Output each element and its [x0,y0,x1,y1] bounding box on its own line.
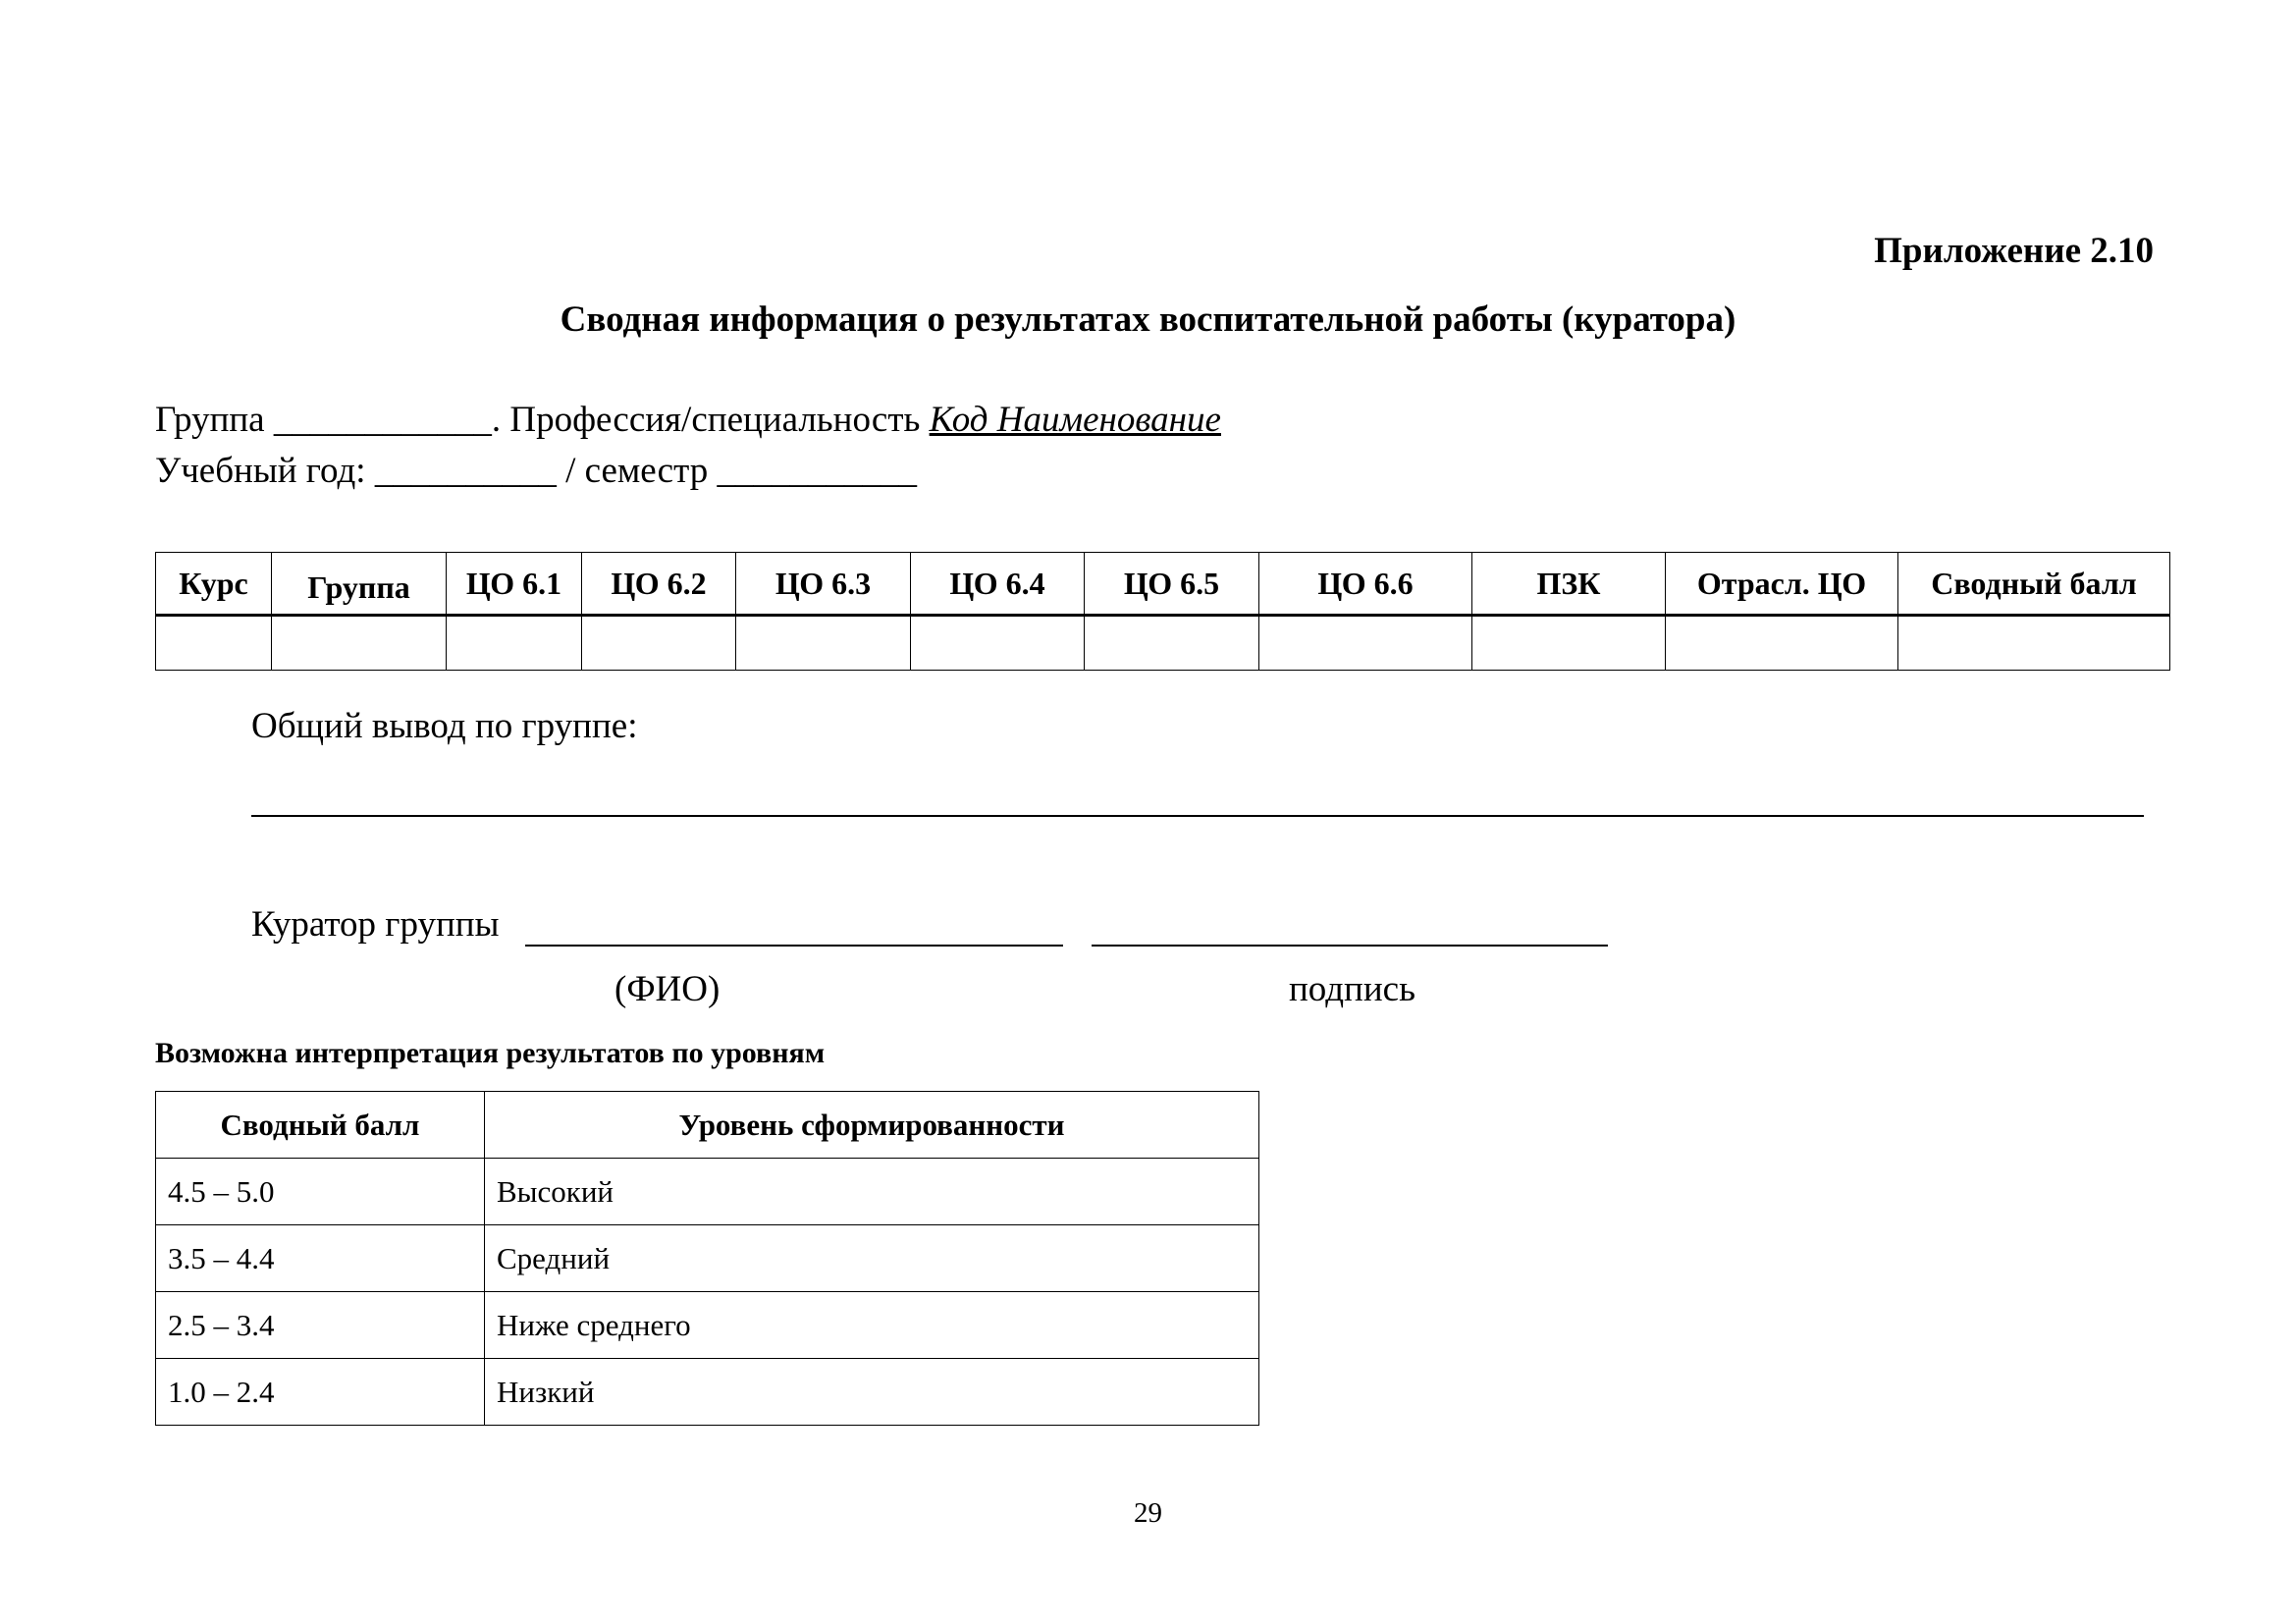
table-row [156,1292,1259,1359]
score-range: 4.5 – 5.0 [156,1159,485,1225]
level-value: Средний [485,1225,1259,1292]
level-value: Высокий [485,1159,1259,1225]
document-title: Сводная информация о результатах воспитательной работы (куратора) [560,299,1736,340]
column-header-total-score: Сводный балл [1898,553,2170,616]
curator-label: Куратор группы [251,904,500,945]
table-row [156,1225,1259,1292]
profession-value: Код Наименование [929,400,1221,440]
column-header-group: Группа [272,553,447,616]
year-blank[interactable]: __________ [374,451,557,491]
column-header-co-6-2: ЦО 6.2 [582,553,736,616]
table-row [156,1159,1259,1225]
interpretation-header-row [156,1092,1259,1159]
curator-signature-blank-line[interactable] [1092,945,1608,947]
semester-blank[interactable]: ___________ [717,451,917,491]
column-header-co-6-3: ЦО 6.3 [736,553,911,616]
column-header-co-6-5: ЦО 6.5 [1085,553,1259,616]
level-value: Низкий [485,1359,1259,1426]
curator-fio-blank-line[interactable] [525,945,1063,947]
interpretation-heading: Возможна интерпретация результатов по уровням [155,1037,826,1069]
cell-co-6-1[interactable] [447,616,582,671]
cell-co-6-5[interactable] [1085,616,1259,671]
interpretation-table [155,1091,1259,1426]
year-semester-line [155,450,917,492]
column-header-industry-co: Отрасл. ЦО [1666,553,1898,616]
conclusion-blank-line[interactable] [251,815,2144,817]
table-row [156,1359,1259,1426]
score-range: 3.5 – 4.4 [156,1225,485,1292]
conclusion-label: Общий вывод по группе: [251,706,638,746]
cell-total-score[interactable] [1898,616,2170,671]
results-table [155,552,2170,671]
cell-pzk[interactable] [1472,616,1666,671]
level-value: Ниже среднего [485,1292,1259,1359]
signature-caption: подпись [1289,969,1415,1009]
profession-label: . Профессия/специальность [491,400,921,440]
cell-group[interactable] [272,616,447,671]
results-header-row [156,553,2170,616]
cell-co-6-2[interactable] [582,616,736,671]
column-header-level: Уровень сформированности [485,1092,1259,1159]
year-label: Учебный год: [155,451,366,491]
cell-co-6-3[interactable] [736,616,911,671]
column-header-co-6-6: ЦО 6.6 [1259,553,1472,616]
group-label: Группа [155,400,265,440]
cell-co-6-6[interactable] [1259,616,1472,671]
cell-industry-co[interactable] [1666,616,1898,671]
group-blank[interactable]: ____________ [273,400,492,440]
results-empty-row [156,616,2170,671]
column-header-co-6-1: ЦО 6.1 [447,553,582,616]
score-range: 1.0 – 2.4 [156,1359,485,1426]
column-header-course: Курс [156,553,272,616]
column-header-pzk: ПЗК [1472,553,1666,616]
score-range: 2.5 – 3.4 [156,1292,485,1359]
fio-caption: (ФИО) [614,969,721,1009]
semester-label: / семестр [565,451,709,491]
cell-co-6-4[interactable] [911,616,1085,671]
column-header-co-6-4: ЦО 6.4 [911,553,1085,616]
group-profession-line [155,399,1221,441]
page-number: 29 [1134,1497,1162,1529]
appendix-label: Приложение 2.10 [1874,231,2154,271]
column-header-score: Сводный балл [156,1092,485,1159]
cell-course[interactable] [156,616,272,671]
